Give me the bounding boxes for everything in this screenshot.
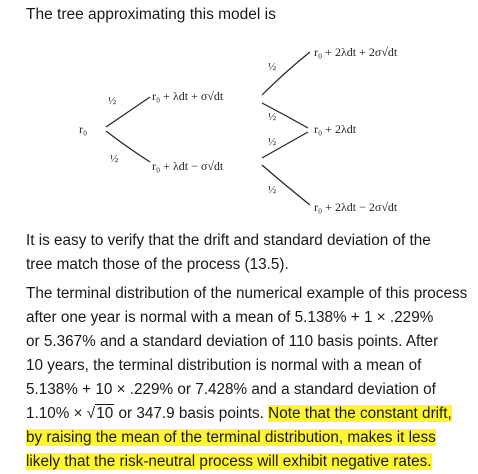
intro-text: The tree approximating this model is [26,6,276,23]
p2-line4: 10 years, the terminal distribution is normal with a mean of [26,357,422,374]
prob-du-label: ½ [268,136,277,148]
prob-down-label: ½ [110,153,119,165]
p2-line3: or 5.367% and a standard deviation of 110 basis points. After [26,333,439,350]
paragraph-verification [26,229,476,277]
highlight-line6: Note that the constant drift, [268,405,452,422]
prob-dd-label: ½ [268,184,277,196]
p2-line6-mid: or 347.9 basis points. [114,405,269,422]
p2-line1: The terminal distribution of the numerical example of this process [26,285,468,302]
prob-ud-label: ½ [268,111,277,123]
root-node: r₀ [79,122,88,136]
p2-line2: after one year is normal with a mean of 5.138% + 1 × .229% [26,309,434,326]
ud-node: r₀ + 2λdt [314,122,357,136]
paragraph-terminal-distribution [26,282,476,474]
prob-up-label: ½ [108,95,117,107]
p2-line6-pre: 1.10% × √ [26,405,96,422]
sqrt-radicand: 10 [96,405,114,422]
up-up-branch [262,52,310,95]
uu-node: r₀ + 2λdt + 2σ√dt [314,45,398,59]
highlight-line7: by raising the mean of the terminal distribution, makes it less [26,429,436,446]
up-node: r₀ + λdt + σ√dt [152,89,224,103]
p1-line2: tree match those of the process (13.5). [26,256,289,273]
binomial-tree-diagram [0,0,478,225]
p2-line5: 5.138% + 10 × .229% or 7.428% and a standard deviation of [26,381,436,398]
highlight-line8: likely that the risk-neutral process will exhibit negative rates. [26,453,432,470]
prob-uu-label: ½ [268,61,277,73]
down-node: r₀ + λdt − σ√dt [152,159,224,173]
dd-node: r₀ + 2λdt − 2σ√dt [314,200,398,214]
p1-line1: It is easy to verify that the drift and standard deviation of the [26,232,431,249]
